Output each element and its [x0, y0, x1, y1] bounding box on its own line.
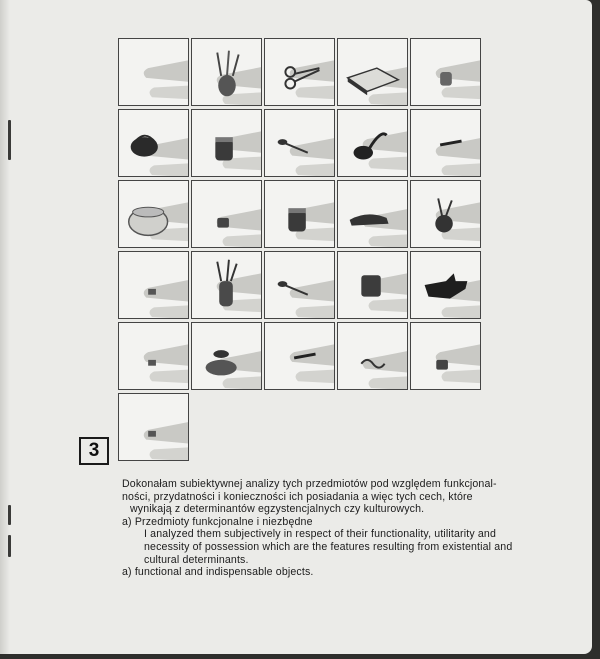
photo-cell [264, 322, 335, 390]
photo-cell [264, 109, 335, 177]
glove-photo [411, 252, 480, 318]
english-text-line: necessity of possession which are the features resulting from existential and [144, 540, 513, 553]
polish-text-line: Dokonałam subiektywnej analizy tych przedmiotów pod względem funkcjonal- [122, 478, 497, 490]
vase-photo [411, 181, 480, 247]
small-object-photo [119, 252, 188, 318]
small-jar-photo [411, 39, 480, 105]
photo-cell [337, 251, 408, 319]
english-text-line: I analyzed them subjectively in respect of their functionality, utilitarity and [144, 528, 496, 541]
binding-staple [8, 505, 11, 525]
photo-cell [118, 251, 189, 319]
cup-photo [192, 181, 261, 247]
scissors-photo [265, 39, 334, 105]
photo-cell [118, 38, 189, 106]
binding-staple [8, 535, 11, 557]
photo-cell [118, 180, 189, 248]
photo-cell [191, 251, 262, 319]
polish-list-item: a) Przedmioty funkcjonalne i niezbędne [122, 515, 313, 528]
pen-photo [265, 323, 334, 389]
photo-cell [191, 322, 262, 390]
photo-cell [410, 180, 481, 248]
photo-cell [264, 251, 335, 319]
photo-cell [410, 38, 481, 106]
photo-grid [118, 38, 483, 465]
photo-cell [410, 109, 481, 177]
polish-text-line: wynikają z determinantów egzystencjalnych czy kulturowych. [130, 503, 425, 516]
small-object-photo [119, 323, 188, 389]
photo-cell [337, 180, 408, 248]
photo-cell [337, 109, 408, 177]
spoon-photo [265, 110, 334, 176]
photo-cell [410, 251, 481, 319]
jug-photo [192, 252, 261, 318]
binding-staple [8, 120, 11, 160]
jar-photo [192, 110, 261, 176]
cup-photo [411, 323, 480, 389]
photo-cell [337, 38, 408, 106]
spoon-photo [265, 252, 334, 318]
photo-cell [191, 109, 262, 177]
can-photo [338, 252, 407, 318]
pan-photo [192, 323, 261, 389]
caption-text [122, 478, 582, 579]
pot-photo [119, 181, 188, 247]
pen-photo [411, 110, 480, 176]
photo-cell [118, 393, 189, 461]
english-text-line: cultural determinants. [144, 553, 249, 566]
jar-photo [265, 181, 334, 247]
photo-cell [337, 322, 408, 390]
photo-cell [264, 180, 335, 248]
hand-photo [119, 39, 188, 105]
photo-cell [191, 38, 262, 106]
photo-cell [191, 180, 262, 248]
english-list-item: a) functional and indispensable objects. [122, 566, 314, 579]
book-photo [338, 39, 407, 105]
chain-photo [338, 323, 407, 389]
ladle-photo [338, 110, 407, 176]
bag-photo [119, 110, 188, 176]
photo-cell [118, 109, 189, 177]
page-number-badge: 3 [79, 437, 109, 465]
polish-text-line: ności, przydatności i konieczności ich posiadania a więc tych cech, które [122, 490, 473, 503]
small-object-photo [119, 394, 188, 460]
photo-cell [264, 38, 335, 106]
photo-cell [410, 322, 481, 390]
brushes-photo [192, 39, 261, 105]
photo-cell [118, 322, 189, 390]
shoe-photo [338, 181, 407, 247]
